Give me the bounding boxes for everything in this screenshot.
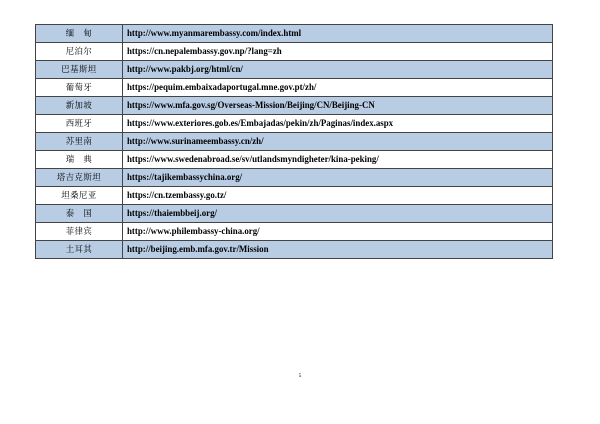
table-row bbox=[36, 25, 553, 43]
country-name-cell: 苏里南 bbox=[36, 133, 123, 151]
embassy-url-cell: https://pequim.embaixadaportugal.mne.gov.pt/zh/ bbox=[123, 79, 553, 97]
table-row bbox=[36, 223, 553, 241]
embassy-url-cell: https://www.mfa.gov.sg/Overseas-Mission/Beijing/CN/Beijing-CN bbox=[123, 97, 553, 115]
country-name-cell: 西班牙 bbox=[36, 115, 123, 133]
embassy-url-cell: https://www.exteriores.gob.es/Embajadas/pekin/zh/Paginas/index.aspx bbox=[123, 115, 553, 133]
country-name-cell: 泰 国 bbox=[36, 205, 123, 223]
embassy-url-cell: https://tajikembassychina.org/ bbox=[123, 169, 553, 187]
embassy-url-cell: https://www.swedenabroad.se/sv/utlandsmyndigheter/kina-peking/ bbox=[123, 151, 553, 169]
country-name-cell: 塔吉克斯坦 bbox=[36, 169, 123, 187]
embassy-website-table bbox=[35, 24, 553, 259]
country-name-cell: 葡萄牙 bbox=[36, 79, 123, 97]
page-number: 5 bbox=[298, 373, 302, 379]
table-row bbox=[36, 187, 553, 205]
embassy-url-cell: http://www.myanmarembassy.com/index.html bbox=[123, 25, 553, 43]
table-row bbox=[36, 205, 553, 223]
country-name-cell: 缅 甸 bbox=[36, 25, 123, 43]
embassy-url-cell: https://cn.tzembassy.go.tz/ bbox=[123, 187, 553, 205]
table-row bbox=[36, 97, 553, 115]
country-name-cell: 菲律宾 bbox=[36, 223, 123, 241]
embassy-url-cell: http://beijing.emb.mfa.gov.tr/Mission bbox=[123, 241, 553, 259]
table-row bbox=[36, 241, 553, 259]
table-row bbox=[36, 79, 553, 97]
table-row bbox=[36, 133, 553, 151]
country-name-cell: 新加坡 bbox=[36, 97, 123, 115]
embassy-url-cell: http://www.philembassy-china.org/ bbox=[123, 223, 553, 241]
embassy-url-cell: http://www.pakbj.org/html/cn/ bbox=[123, 61, 553, 79]
embassy-url-cell: http://www.surinameembassy.cn/zh/ bbox=[123, 133, 553, 151]
country-name-cell: 瑞 典 bbox=[36, 151, 123, 169]
table-row bbox=[36, 115, 553, 133]
embassy-url-cell: https://thaiembbeij.org/ bbox=[123, 205, 553, 223]
table-row bbox=[36, 61, 553, 79]
embassy-url-cell: https://cn.nepalembassy.gov.np/?lang=zh bbox=[123, 43, 553, 61]
country-name-cell: 坦桑尼亚 bbox=[36, 187, 123, 205]
table-row bbox=[36, 43, 553, 61]
table-row bbox=[36, 169, 553, 187]
table-row bbox=[36, 151, 553, 169]
country-name-cell: 尼泊尔 bbox=[36, 43, 123, 61]
country-name-cell: 土耳其 bbox=[36, 241, 123, 259]
table-body bbox=[36, 25, 553, 259]
country-name-cell: 巴基斯坦 bbox=[36, 61, 123, 79]
